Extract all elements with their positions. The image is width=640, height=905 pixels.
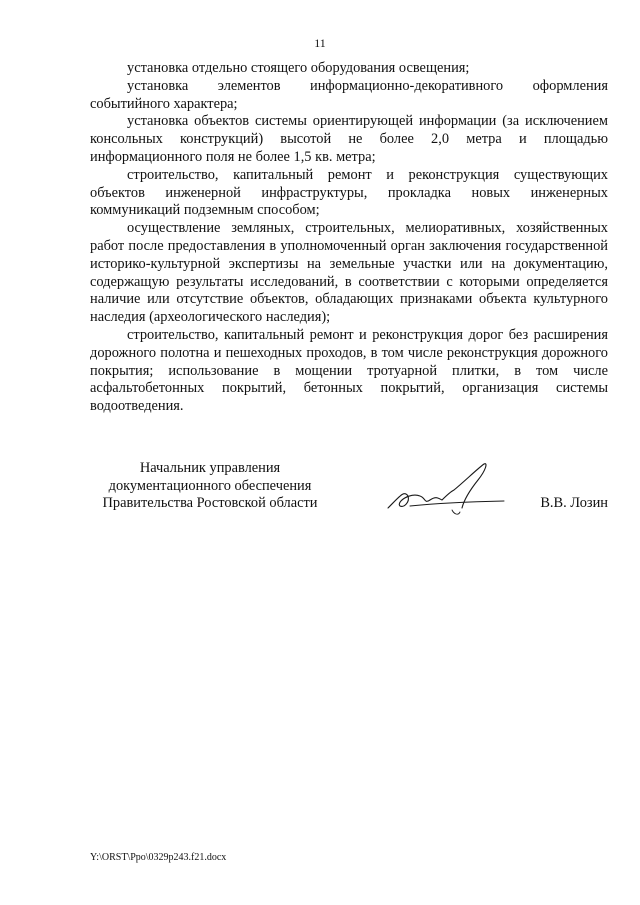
signer-position: [90, 460, 330, 513]
signer-position-line: документационного обеспечения: [108, 477, 312, 494]
paragraph: установка элементов информационно-декоративного оформления событийного характера;: [90, 77, 608, 112]
document-body: [90, 60, 608, 416]
paragraph: осуществление земляных, строительных, мелиоративных, хозяйственных работ после предоставления в уполномоченный орган заключения государственной историко-культурной экспертизы на земельные участки или на документацию, содержащую результаты исследований, в соответствии с которыми определяется наличие или отсутствие объектов, обладающих признаками объекта культурного наследия (археологического наследия);: [90, 220, 608, 326]
handwritten-signature-icon: [380, 456, 510, 526]
file-path: Y:\ORST\Ppo\0329p243.f21.docx: [90, 852, 227, 863]
signature-block: [90, 460, 608, 530]
paragraph: строительство, капитальный ремонт и реконструкция дорог без расширения дорожного полотна и пешеходных проходов, в том числе реконструкция дорожного покрытия; использование в мощении тротуарной плитки, в том числе асфальтобетонных покрытий, бетонных покрытий, организация системы водоотведения.: [90, 326, 608, 415]
signer-position-line: Начальник управления: [139, 460, 281, 476]
paragraph: строительство, капитальный ремонт и реконструкция существующих объектов инженерной инфраструктуры, прокладка новых инженерных коммуникаций подземным способом;: [90, 166, 608, 219]
page-number: 11: [314, 36, 326, 50]
paragraph: установка отдельно стоящего оборудования освещения;: [127, 60, 470, 76]
paragraph: установка объектов системы ориентирующей информации (за исключением консольных конструкций) высотой не более 2,0 метра и площадью информационного поля не более 1,5 кв. метра;: [90, 113, 608, 165]
signer-name: В.В. Лозин: [540, 495, 608, 511]
signer-position-line: Правительства Ростовской области: [102, 495, 318, 512]
